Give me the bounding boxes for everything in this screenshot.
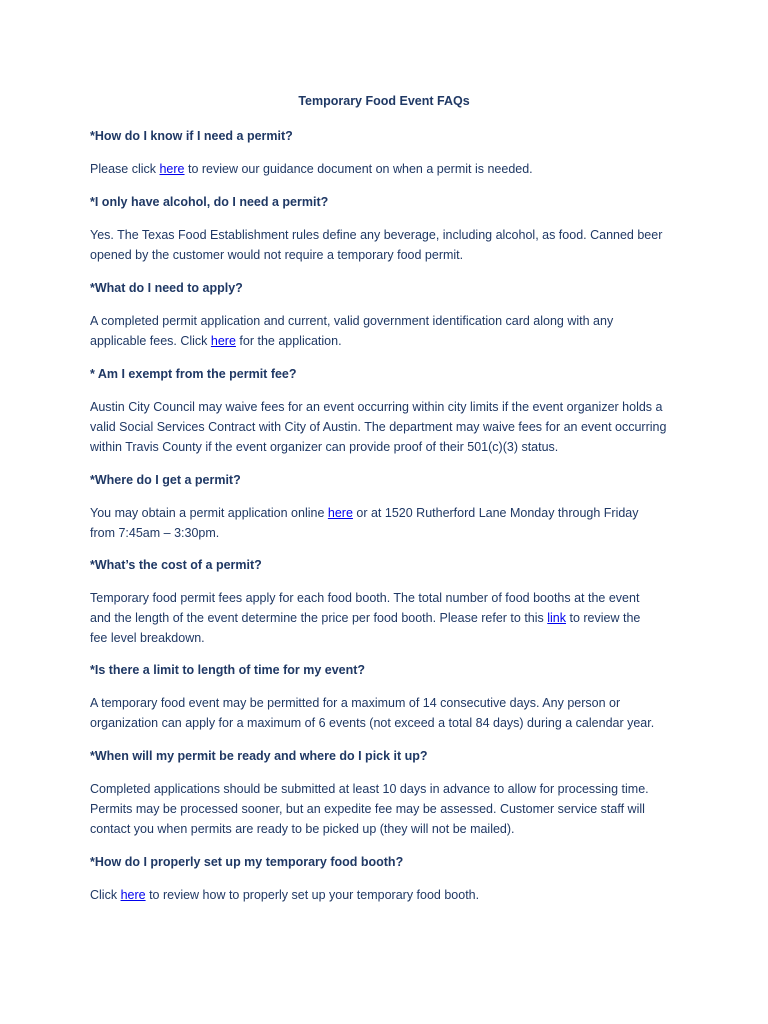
faq-item: [90, 746, 690, 836]
answer-text: Austin City Council may waive fees for an event occurring within city limits if the event organizer holds a: [90, 400, 663, 414]
fee-breakdown-link[interactable]: link: [547, 611, 567, 625]
answer-text: opened by the customer would not require a temporary food permit.: [90, 248, 464, 262]
faq-answer: [90, 311, 690, 351]
answer-text: to review the: [566, 611, 641, 625]
faq-item: [90, 852, 690, 902]
faq-answer: [90, 588, 690, 648]
answer-text: for the application.: [235, 334, 342, 348]
answer-text: or at 1520 Rutherford Lane Monday through Friday: [352, 506, 639, 520]
answer-text: valid Social Services Contract with City of Austin. The department may waive fees for an event occurring: [90, 420, 667, 434]
faq-question: *Is there a limit to length of time for my event?: [90, 663, 366, 677]
answer-text: Temporary food permit fees apply for each food booth. The total number of food booths at the event: [90, 591, 640, 605]
faq-answer: [90, 503, 690, 543]
answer-text: fee level breakdown.: [90, 631, 205, 645]
answer-text: Permits may be processed sooner, but an expedite fee may be assessed. Customer service staff will: [90, 802, 645, 816]
guidance-link[interactable]: here: [159, 162, 185, 176]
faq-question: *How do I properly set up my temporary food booth?: [90, 855, 404, 869]
faq-question: *Where do I get a permit?: [90, 473, 241, 487]
answer-text: Click: [90, 888, 121, 902]
faq-question: *How do I know if I need a permit?: [90, 129, 293, 143]
answer-text: within Travis County if the event organizer can provide proof of their 501(c)(3) status.: [90, 440, 559, 454]
faq-question: *What do I need to apply?: [90, 281, 243, 295]
answer-text: to review our guidance document on when a permit is needed.: [184, 162, 533, 176]
faq-question: *When will my permit be ready and where do I pick it up?: [90, 749, 428, 763]
faq-answer: [90, 885, 690, 905]
answer-text: Completed applications should be submitted at least 10 days in advance to allow for processing time.: [90, 782, 649, 796]
faq-answer: [90, 159, 690, 179]
answer-text: Please click: [90, 162, 160, 176]
answer-text: applicable fees. Click: [90, 334, 211, 348]
answer-text: to review how to properly set up your temporary food booth.: [145, 888, 480, 902]
answer-text: from 7:45am – 3:30pm.: [90, 526, 220, 540]
faq-item: [90, 470, 690, 540]
answer-text: contact you when permits are ready to be picked up (they will not be mailed).: [90, 822, 515, 836]
faq-answer: [90, 225, 690, 265]
faq-question: *What’s the cost of a permit?: [90, 558, 262, 572]
faq-item: [90, 126, 690, 176]
answer-text: organization can apply for a maximum of 6 events (not exceed a total 84 days) during a calendar year.: [90, 716, 655, 730]
online-application-link[interactable]: here: [327, 506, 353, 520]
answer-text: and the length of the event determine the price per food booth. Please refer to this: [90, 611, 548, 625]
faq-question: *I only have alcohol, do I need a permit?: [90, 195, 329, 209]
faq-item: [90, 555, 690, 645]
booth-setup-link[interactable]: here: [120, 888, 146, 902]
answer-text: You may obtain a permit application online: [90, 506, 328, 520]
answer-text: A completed permit application and current, valid government identification card along with any: [90, 314, 614, 328]
answer-text: Yes. The Texas Food Establishment rules define any beverage, including alcohol, as food. Canned beer: [90, 228, 663, 242]
faq-answer: [90, 397, 690, 457]
answer-text: A temporary food event may be permitted for a maximum of 14 consecutive days. Any person or: [90, 696, 621, 710]
page-title: Temporary Food Event FAQs: [298, 94, 470, 108]
faq-item: [90, 660, 690, 730]
faq-answer: [90, 779, 690, 839]
faq-answer: [90, 693, 690, 733]
faq-item: [90, 364, 690, 454]
faq-question: * Am I exempt from the permit fee?: [90, 367, 297, 381]
faq-item: [90, 278, 690, 348]
faq-item: [90, 192, 690, 262]
application-link[interactable]: here: [210, 334, 236, 348]
